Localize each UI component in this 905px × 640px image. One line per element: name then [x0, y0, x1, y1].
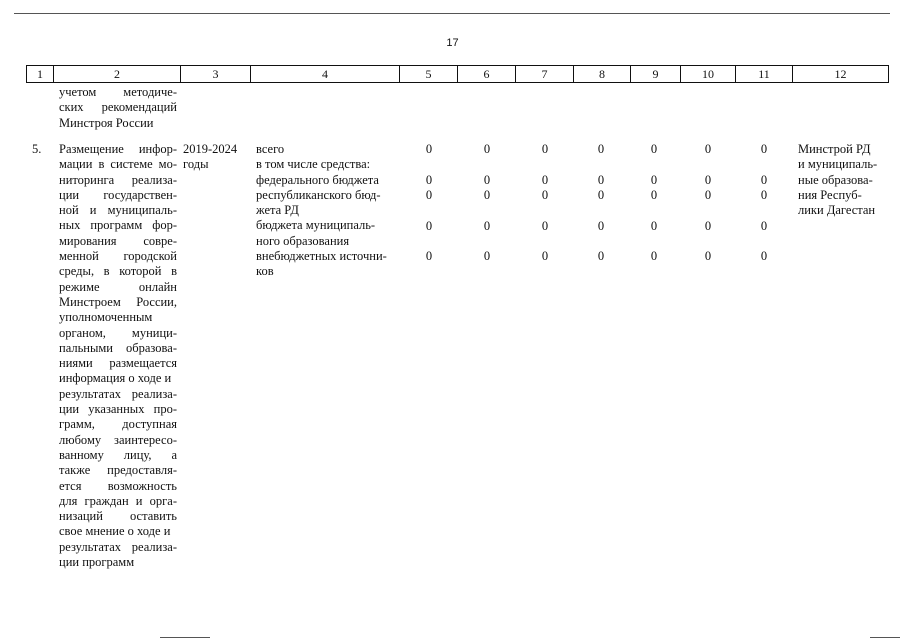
funding-source-line: федерального бюджета	[256, 172, 379, 187]
header-col-7: 7	[515, 66, 573, 82]
value-cell: 0	[650, 142, 658, 156]
value-cell: 0	[704, 249, 712, 264]
header-col-12: 12	[792, 66, 889, 82]
text-line: годы	[183, 157, 209, 172]
value-cell: 0	[541, 142, 549, 156]
header-col-3: 3	[180, 66, 250, 82]
text-line: лики Дагестан	[798, 203, 876, 218]
page-number: 17	[446, 37, 459, 49]
header-col-10: 10	[680, 66, 735, 82]
value-cell: 0	[541, 249, 549, 264]
value-cell: 0	[483, 142, 491, 156]
value-cell: 0	[760, 172, 768, 187]
header-col-4: 4	[250, 66, 399, 82]
value-cell: 0	[597, 187, 605, 202]
description-line: информация о ходе и	[59, 371, 172, 386]
text-line: учетом методиче-	[59, 85, 177, 99]
value-cell: 0	[483, 218, 491, 233]
description-line: ции государствен-	[59, 187, 177, 202]
header-col-11: 11	[735, 66, 792, 82]
text-line: ные образова-	[798, 172, 873, 187]
value-cell: 0	[541, 172, 549, 187]
row-number: 5.	[32, 142, 42, 156]
row-executor	[798, 142, 880, 218]
funding-sources	[256, 142, 396, 280]
header-col-6: 6	[457, 66, 515, 82]
description-line: свое мнение о ходе и	[59, 524, 171, 539]
table-header-row	[26, 65, 889, 83]
funding-source-line: республиканского бюд-	[256, 187, 381, 202]
value-cell: 0	[704, 142, 712, 156]
value-cell: 0	[760, 218, 768, 233]
description-line: пальными образова-	[59, 340, 177, 355]
description-line: любому заинтересо-	[59, 432, 177, 447]
value-cell: 0	[704, 187, 712, 202]
value-cell: 0	[650, 249, 658, 264]
description-line: ции программ	[59, 555, 135, 570]
value-cell: 0	[425, 249, 433, 264]
text-line: Минстрой РД	[798, 142, 871, 156]
description-line: ции указанных про-	[59, 402, 177, 417]
value-cell: 0	[597, 142, 605, 156]
description-line: мации в системе мо-	[59, 157, 177, 172]
description-line: ется возможность	[59, 478, 177, 493]
bottom-rule-right	[870, 637, 900, 638]
value-cell: 0	[483, 172, 491, 187]
funding-source-line: ного образования	[256, 233, 350, 248]
continuation-text	[59, 85, 177, 131]
row-period	[183, 142, 249, 173]
value-cell: 0	[704, 218, 712, 233]
funding-source-line: жета РД	[256, 203, 299, 218]
text-line: ских рекомендаций	[59, 100, 177, 115]
text-line: 2019-2024	[183, 142, 238, 156]
description-line: уполномоченным	[59, 310, 153, 325]
value-cell: 0	[760, 142, 768, 156]
funding-source-line: ков	[256, 264, 274, 279]
funding-source-line: бюджета муниципаль-	[256, 218, 376, 233]
row-description	[59, 142, 177, 570]
value-cell: 0	[760, 187, 768, 202]
value-cell: 0	[650, 172, 658, 187]
value-cell: 0	[541, 187, 549, 202]
value-cell: 0	[650, 187, 658, 202]
description-line: низаций оставить	[59, 509, 177, 524]
text-line: и муниципаль-	[798, 157, 878, 172]
description-line: ванному лицу, а	[59, 447, 177, 462]
bottom-rule-left	[160, 637, 210, 638]
description-line: результатах реализа-	[59, 386, 177, 401]
header-col-8: 8	[573, 66, 630, 82]
description-line: также предоставля-	[59, 463, 177, 478]
description-line: Размещение инфор-	[59, 142, 177, 156]
description-line: менной городской	[59, 249, 177, 264]
description-line: органом, муници-	[59, 325, 177, 340]
value-cell: 0	[483, 187, 491, 202]
value-cell: 0	[425, 218, 433, 233]
text-line: ния Респуб-	[798, 187, 862, 202]
header-col-2: 2	[53, 66, 180, 82]
value-cell: 0	[425, 172, 433, 187]
header-col-1: 1	[26, 66, 53, 82]
funding-source-line: внебюджетных источни-	[256, 249, 387, 264]
description-line: для граждан и орга-	[59, 493, 177, 508]
description-line: результатах реализа-	[59, 539, 177, 554]
value-cell: 0	[704, 172, 712, 187]
description-line: грамм, доступная	[59, 417, 177, 432]
description-line: ной и муниципаль-	[59, 203, 177, 218]
value-cell: 0	[597, 172, 605, 187]
text-line: Минстроя России	[59, 115, 154, 130]
description-line: среды, в которой в	[59, 264, 177, 279]
description-line: мирования совре-	[59, 233, 177, 248]
value-cell: 0	[650, 218, 658, 233]
value-cell: 0	[760, 249, 768, 264]
value-cell: 0	[425, 142, 433, 156]
description-line: Минстроем России,	[59, 294, 177, 309]
value-cell: 0	[597, 218, 605, 233]
value-cell: 0	[483, 249, 491, 264]
description-line: ниями размещается	[59, 356, 177, 371]
value-cell: 0	[597, 249, 605, 264]
description-line: ных программ фор-	[59, 218, 177, 233]
description-line: ниторинга реализа-	[59, 172, 177, 187]
top-rule	[14, 13, 890, 14]
funding-source-line: всего	[256, 142, 285, 156]
funding-source-line: в том числе средства:	[256, 157, 371, 172]
value-cell: 0	[541, 218, 549, 233]
value-cell: 0	[425, 187, 433, 202]
header-col-5: 5	[399, 66, 457, 82]
header-col-9: 9	[630, 66, 680, 82]
description-line: режиме онлайн	[59, 279, 177, 294]
